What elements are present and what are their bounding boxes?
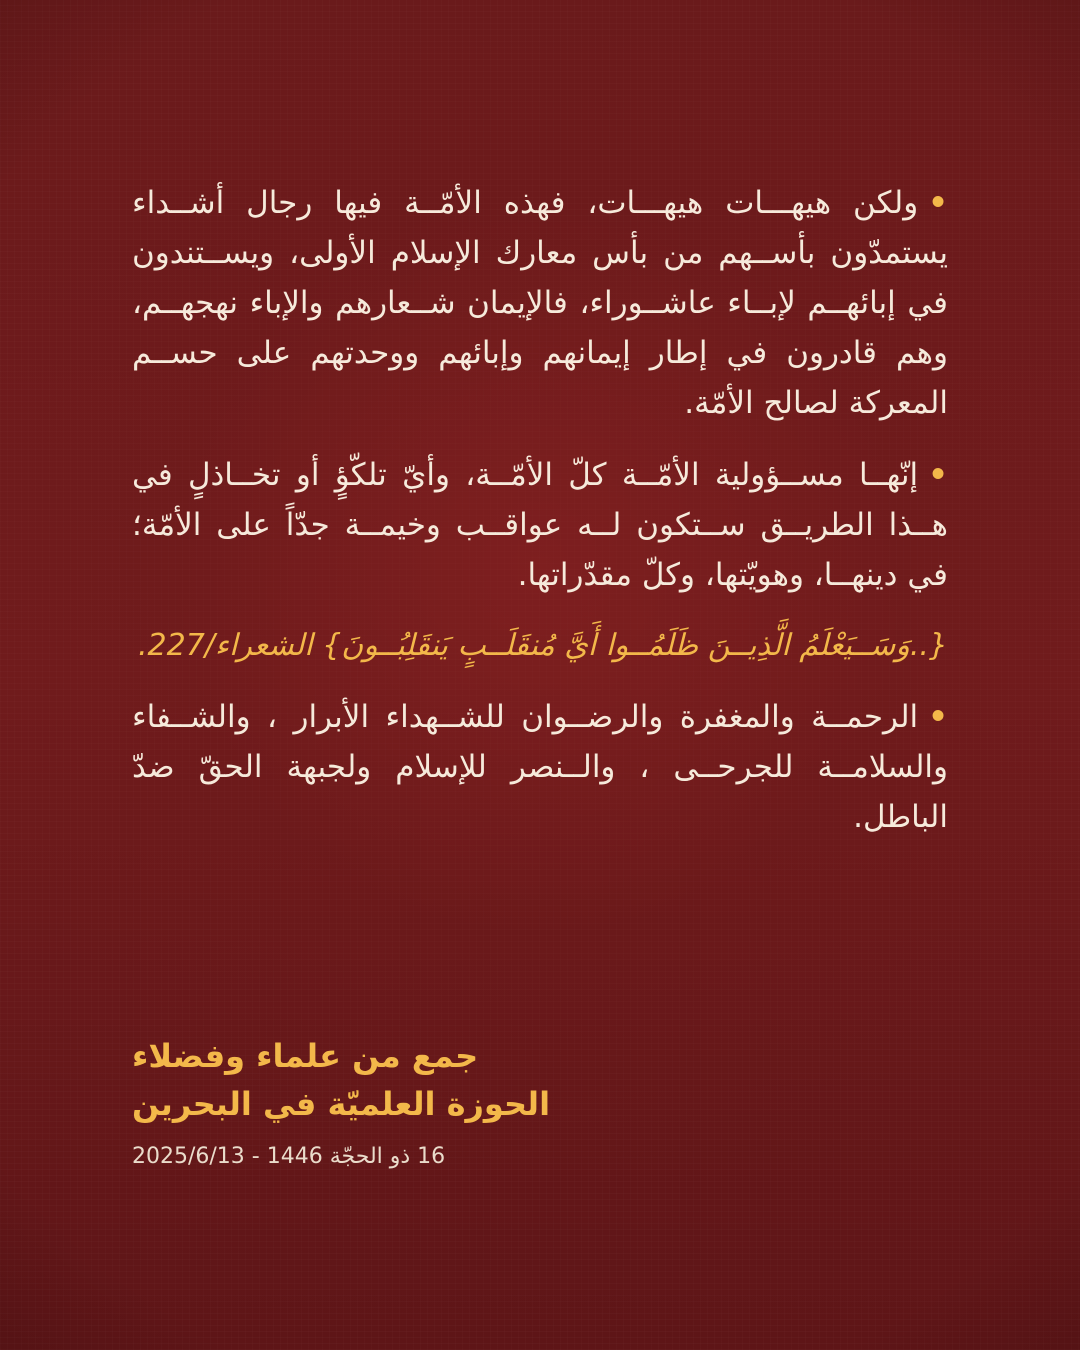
signature (132, 1032, 832, 1128)
statement-body (132, 178, 948, 842)
paragraph-1-text: ولكن هيهـــات هيهـــات، فهذه الأمّــة فيها رجال أشــداء يستمدّون بأســهم من بأس معارك الإسلام الأولى، ويســتندون في إبائهــم لإبــاء عاشــوراء، فالإيمان شــعارهم والإباء نهجهــم، وهم قادرون في إطار إيمانهم وإبائهم ووحدتهم على حســم المعركة لصالح الأمّة. (132, 185, 948, 421)
signature-line-2: الحوزة العلميّة في البحرين (132, 1085, 551, 1123)
bullet-icon: • (928, 699, 948, 735)
paragraph-3 (132, 692, 948, 842)
paragraph-2 (132, 450, 948, 600)
bullet-icon: • (928, 185, 948, 221)
paragraph-2-text: إنّهــا مســؤولية الأمّــة كلّ الأمّــة، وأيّ تلكّؤٍ أو تخــاذلٍ في هــذا الطريــق ســتكون لــه عواقــب وخيمــة جدّاً على الأمّة؛ في دينهــا، وهويّتها، وكلّ مقدّراتها. (132, 457, 948, 593)
quran-quote: {..وَسَــيَعْلَمُ الَّذِيــنَ ظَلَمُــوا أَيَّ مُنقَلَــبٍ يَنقَلِبُــونَ} الشعراء/227. (137, 628, 948, 663)
paragraph-1 (132, 178, 948, 428)
paragraph-3-text: الرحمــة والمغفرة والرضــوان للشــهداء الأبرار ، والشــفاء والسلامــة للجرحــى ، والــنصر للإسلام ولجبهة الحقّ ضدّ الباطل. (132, 699, 948, 835)
date-line: 16 ذو الحجّة 1446 - 2025/6/13 (132, 1144, 446, 1169)
bullet-icon: • (928, 457, 948, 493)
signature-line-1: جمع من علماء وفضلاء (132, 1037, 479, 1075)
